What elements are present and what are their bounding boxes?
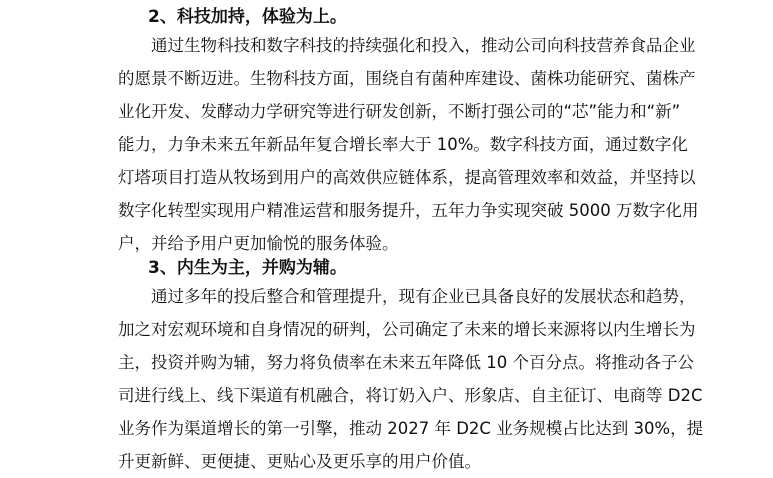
text-line: 灯塔项目打造从牧场到用户的高效供应链体系，提高管理效率和效益，并坚持以 — [118, 168, 696, 187]
text-line: 加之对宏观环境和自身情况的研判，公司确定了未来的增长来源将以内生增长为 — [118, 320, 696, 339]
text-line: 通过生物科技和数字科技的持续强化和投入，推动公司向科技营养食品企业 — [151, 36, 696, 55]
text-line: 的愿景不断迈进。生物科技方面，围绕自有菌种库建设、菌株功能研究、菌株产 — [118, 69, 696, 88]
text-line: 户，并给予用户更加愉悦的服务体验。 — [118, 234, 399, 253]
text-line: 业务作为渠道增长的第一引擎，推动 2027 年 D2C 业务规模占比达到 30%，提 — [118, 419, 704, 438]
text-line: 业化开发、发酵动力学研究等进行研发创新，不断打强公司的“芯”能力和“新” — [118, 102, 681, 121]
section-heading-tech: 2、科技加持，体验为上。 — [148, 7, 347, 27]
section-heading-growth: 3、内生为主，并购为辅。 — [148, 258, 347, 278]
text-line: 通过多年的投后整合和管理提升，现有企业已具备良好的发展状态和趋势， — [151, 287, 696, 306]
text-line: 数字化转型实现用户精准运营和服务提升，五年力争实现突破 5000 万数字化用 — [118, 201, 699, 220]
text-line: 能力，力争未来五年新品年复合增长率大于 10%。数字科技方面，通过数字化 — [118, 135, 688, 154]
paragraph-tech — [118, 29, 699, 260]
text-line: 升更新鲜、更便捷、更贴心及更乐享的用户价值。 — [118, 452, 481, 471]
text-line: 司进行线上、线下渠道有机融合，将订奶入户、形象店、自主征订、电商等 D2C — [118, 386, 703, 405]
paragraph-growth — [118, 280, 704, 478]
text-line: 主，投资并购为辅，努力将负债率在未来五年降低 10 个百分点。将推动各子公 — [118, 353, 694, 372]
